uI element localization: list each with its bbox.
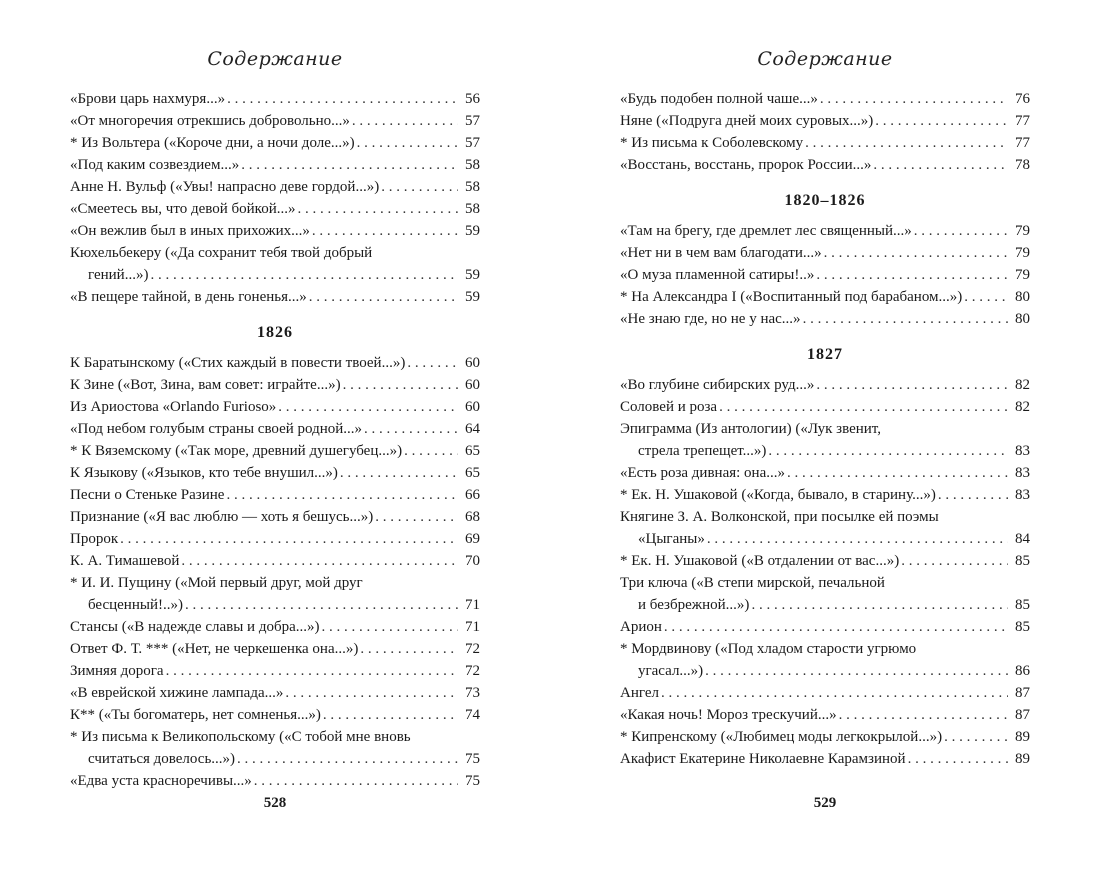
entry-title: «Он вежлив был в иных прихожих...» [70,223,310,239]
dot-leader [901,550,1008,572]
entry-title: «Нет ни в чем вам благодати...» [620,245,822,261]
page-header: Содержание [757,48,893,70]
toc-entry[interactable] [620,88,1030,110]
dot-leader [938,484,1008,506]
entry-title: «Смеетесь вы, что девой бойкой...» [70,201,296,217]
dot-leader [120,528,458,550]
dot-leader [381,176,458,198]
dot-leader [357,132,458,154]
entry-title: * К Вяземскому («Так море, древний душегубец...») [70,443,403,459]
toc-entry[interactable] [620,638,1030,682]
dot-leader [352,110,458,132]
entry-title: * Из письма к Соболевскому [620,135,804,151]
entry-page-number: 59 [465,289,480,305]
dot-leader [285,682,458,704]
toc-entry[interactable] [70,242,480,286]
entry-page-number: 68 [465,509,480,525]
entry-title: и безбрежной...») [638,597,750,613]
toc-entry[interactable] [620,286,1030,308]
entry-title: Песни о Стеньке Разине [70,487,225,503]
entry-title: «Под небом голубым страны своей родной...» [70,421,363,437]
toc-entry[interactable] [70,462,480,484]
entry-page-number: 82 [1015,399,1030,415]
entry-page-number: 58 [465,157,480,173]
entry-title: К Зине («Вот, Зина, вам совет: играйте...») [70,377,341,393]
dot-leader [375,506,458,528]
dot-leader [343,374,458,396]
dot-leader [908,748,1008,770]
toc-entry[interactable] [620,550,1030,572]
page-number: 528 [263,795,287,811]
entry-title: «О муза пламенной сатиры!..» [620,267,815,283]
section-heading: 1827 [807,346,843,363]
toc-list [70,88,480,792]
entry-page-number: 60 [465,377,480,393]
toc-entry[interactable] [620,726,1030,748]
dot-leader [241,154,458,176]
entry-page-number: 83 [1015,443,1030,459]
toc-entry[interactable] [620,396,1030,418]
entry-title: * Ек. Н. Ушаковой («Когда, бывало, в старину...») [620,487,936,503]
dot-leader [309,286,458,308]
toc-entry[interactable] [70,220,480,242]
toc-entry[interactable] [70,418,480,440]
toc-entry[interactable] [620,154,1030,176]
entry-title: гений...») [88,267,149,283]
entry-title: * Мордвинову («Под хладом старости угрюмо [620,641,917,657]
toc-entry[interactable] [70,286,480,308]
dot-leader [964,286,1008,308]
toc-entry[interactable] [70,770,480,792]
toc-entry[interactable] [70,154,480,176]
entry-title: «Какая ночь! Мороз трескучий...» [620,707,837,723]
toc-entry[interactable] [70,352,480,374]
toc-entry[interactable] [70,506,480,528]
entry-page-number: 74 [465,707,480,723]
dot-leader [407,352,458,374]
entry-title: «Едва уста красноречивы...» [70,773,252,789]
dot-leader [312,220,458,242]
toc-entry[interactable] [70,528,480,550]
toc-entry[interactable] [620,462,1030,484]
entry-title: «Цыганы» [638,531,705,547]
dot-leader [297,198,458,220]
entry-page-number: 79 [1015,223,1030,239]
entry-title: Три ключа («В степи мирской, печальной [620,575,885,591]
toc-entry[interactable] [70,682,480,704]
entry-title: Княгине З. А. Волконской, при посылке ей поэмы [620,509,939,525]
toc-entry[interactable] [620,242,1030,264]
entry-title: * И. И. Пущину («Мой первый друг, мой друг [70,575,363,591]
dot-leader [340,462,458,484]
dot-leader [323,704,458,726]
dot-leader [839,704,1008,726]
dot-leader [664,616,1008,638]
toc-entry[interactable] [620,484,1030,506]
entry-page-number: 70 [465,553,480,569]
dot-leader [661,682,1008,704]
entry-page-number: 65 [465,465,480,481]
dot-leader [227,88,458,110]
dot-leader [816,374,1008,396]
dot-leader [360,638,458,660]
entry-page-number: 76 [1015,91,1030,107]
entry-page-number: 85 [1015,597,1030,613]
toc-entry[interactable] [620,506,1030,550]
dot-leader [751,594,1008,616]
entry-page-number: 78 [1015,157,1030,173]
toc-entry[interactable] [70,198,480,220]
dot-leader [803,308,1008,330]
entry-page-number: 82 [1015,377,1030,393]
dot-leader [278,396,458,418]
entry-page-number: 75 [465,773,480,789]
entry-title: Пророк [70,531,119,547]
entry-page-number: 57 [465,113,480,129]
entry-page-number: 80 [1015,311,1030,327]
entry-title: Признание («Я вас люблю — хоть я бешусь...») [70,509,374,525]
entry-title: * Из письма к Великопольскому («С тобой мне вновь [70,729,411,745]
entry-page-number: 89 [1015,751,1030,767]
entry-page-number: 84 [1015,531,1030,547]
entry-title: «Брови царь нахмуря...» [70,91,226,107]
dot-leader [787,462,1008,484]
entry-title: Соловей и роза [620,399,718,415]
right-page [620,0,1030,880]
dot-leader [707,528,1008,550]
page-header: Содержание [207,48,343,70]
entry-page-number: 79 [1015,245,1030,261]
entry-page-number: 83 [1015,487,1030,503]
toc-entry[interactable] [620,374,1030,396]
toc-entry[interactable] [70,616,480,638]
entry-page-number: 65 [465,443,480,459]
dot-leader [719,396,1008,418]
page-number: 529 [813,795,837,811]
entry-title: К** («Ты богоматерь, нет сомненья...») [70,707,321,723]
entry-title: К Баратынскому («Стих каждый в повести твоей...») [70,355,406,371]
dot-leader [820,88,1008,110]
entry-page-number: 59 [465,223,480,239]
dot-leader [185,594,458,616]
toc-entry[interactable] [70,88,480,110]
entry-page-number: 57 [465,135,480,151]
toc-entry[interactable] [70,550,480,572]
dot-leader [805,132,1008,154]
toc-entry[interactable] [620,132,1030,154]
entry-title: «Есть роза дивная: она...» [620,465,785,481]
section-heading: 1826 [257,324,293,341]
dot-leader [824,242,1008,264]
toc-entry[interactable] [620,264,1030,286]
dot-leader [166,660,458,682]
entry-title: «От многоречия отрекшись добровольно...» [70,113,350,129]
toc-list [620,88,1030,770]
toc-entry[interactable] [70,176,480,198]
dot-leader [322,616,459,638]
entry-title: Стансы («В надежде славы и добра...») [70,619,320,635]
toc-entry[interactable] [70,638,480,660]
entry-title: «Во глубине сибирских руд...» [620,377,815,393]
toc-entry[interactable] [70,396,480,418]
entry-title: «Под каким созвездием...» [70,157,240,173]
entry-page-number: 85 [1015,553,1030,569]
entry-title: * Ек. Н. Ушаковой («В отдалении от вас...») [620,553,900,569]
entry-title: Зимняя дорога [70,663,164,679]
entry-title: угасал...») [638,663,704,679]
entry-page-number: 86 [1015,663,1030,679]
entry-page-number: 56 [465,91,480,107]
dot-leader [875,110,1008,132]
entry-page-number: 58 [465,201,480,217]
entry-title: К Языкову («Языков, кто тебе внушил...») [70,465,338,481]
entry-page-number: 64 [465,421,480,437]
entry-page-number: 59 [465,267,480,283]
toc-entry[interactable] [620,110,1030,132]
entry-title: «В пещере тайной, в день гоненья...» [70,289,307,305]
entry-title: «Будь подобен полной чаше...» [620,91,818,107]
entry-page-number: 80 [1015,289,1030,305]
toc-entry[interactable] [620,572,1030,616]
dot-leader [254,770,458,792]
toc-entry[interactable] [70,374,480,396]
entry-page-number: 73 [465,685,480,701]
entry-page-number: 87 [1015,707,1030,723]
entry-title: Из Ариостова «Orlando Furioso» [70,399,277,415]
entry-title: Ангел [620,685,659,701]
entry-page-number: 71 [465,619,480,635]
toc-entry[interactable] [70,440,480,462]
entry-title: считаться довелось...») [88,751,236,767]
entry-title: * Из Вольтера («Короче дни, а ночи доле...») [70,135,355,151]
toc-entry[interactable] [620,616,1030,638]
entry-page-number: 79 [1015,267,1030,283]
entry-title: Анне Н. Вульф («Увы! напрасно деве гордой...») [70,179,380,195]
entry-title: Ответ Ф. Т. *** («Нет, не черкешенка она...») [70,641,359,657]
section-heading: 1820–1826 [784,192,866,209]
entry-title: Няне («Подруга дней моих суровых...») [620,113,874,129]
toc-entry[interactable] [620,220,1030,242]
dot-leader [237,748,458,770]
entry-title: Акафист Екатерине Николаевне Карамзиной [620,751,906,767]
entry-title: стрела трепещет...») [638,443,767,459]
entry-title: «Не знаю где, но не у нас...» [620,311,801,327]
toc-entry[interactable] [620,748,1030,770]
entry-title: «Там на брегу, где дремлет лес священный...» [620,223,912,239]
entry-title: «Восстань, восстань, пророк России...» [620,157,872,173]
toc-entry[interactable] [70,726,480,770]
entry-title: Арион [620,619,662,635]
dot-leader [705,660,1008,682]
dot-leader [150,264,458,286]
entry-title: Кюхельбекеру («Да сохранит тебя твой добрый [70,245,373,261]
toc-entry[interactable] [620,308,1030,330]
entry-page-number: 77 [1015,135,1030,151]
dot-leader [768,440,1008,462]
toc-entry[interactable] [70,704,480,726]
toc-entry[interactable] [70,132,480,154]
toc-entry[interactable] [70,110,480,132]
entry-page-number: 66 [465,487,480,503]
entry-page-number: 60 [465,355,480,371]
entry-page-number: 58 [465,179,480,195]
entry-title: К. А. Тимашевой [70,553,180,569]
entry-page-number: 72 [465,641,480,657]
toc-entry[interactable] [620,704,1030,726]
entry-title: бесценный!..») [88,597,183,613]
entry-title: Эпиграмма (Из антологии) («Лук звенит, [620,421,881,437]
entry-page-number: 69 [465,531,480,547]
dot-leader [944,726,1008,748]
dot-leader [816,264,1008,286]
entry-page-number: 85 [1015,619,1030,635]
dot-leader [873,154,1008,176]
toc-entry[interactable] [620,418,1030,462]
entry-page-number: 72 [465,663,480,679]
entry-page-number: 83 [1015,465,1030,481]
entry-title: «В еврейской хижине лампада...» [70,685,284,701]
dot-leader [914,220,1008,242]
toc-entry[interactable] [620,682,1030,704]
dot-leader [181,550,458,572]
entry-page-number: 87 [1015,685,1030,701]
dot-leader [226,484,458,506]
dot-leader [404,440,458,462]
entry-page-number: 60 [465,399,480,415]
toc-entry[interactable] [70,572,480,616]
entry-page-number: 89 [1015,729,1030,745]
entry-title: * Кипренскому («Любимец моды легкокрылой...») [620,729,943,745]
toc-entry[interactable] [70,484,480,506]
dot-leader [364,418,458,440]
entry-page-number: 75 [465,751,480,767]
entry-page-number: 71 [465,597,480,613]
toc-entry[interactable] [70,660,480,682]
entry-title: * На Александра I («Воспитанный под барабаном...») [620,289,963,305]
entry-page-number: 77 [1015,113,1030,129]
left-page [70,0,480,880]
